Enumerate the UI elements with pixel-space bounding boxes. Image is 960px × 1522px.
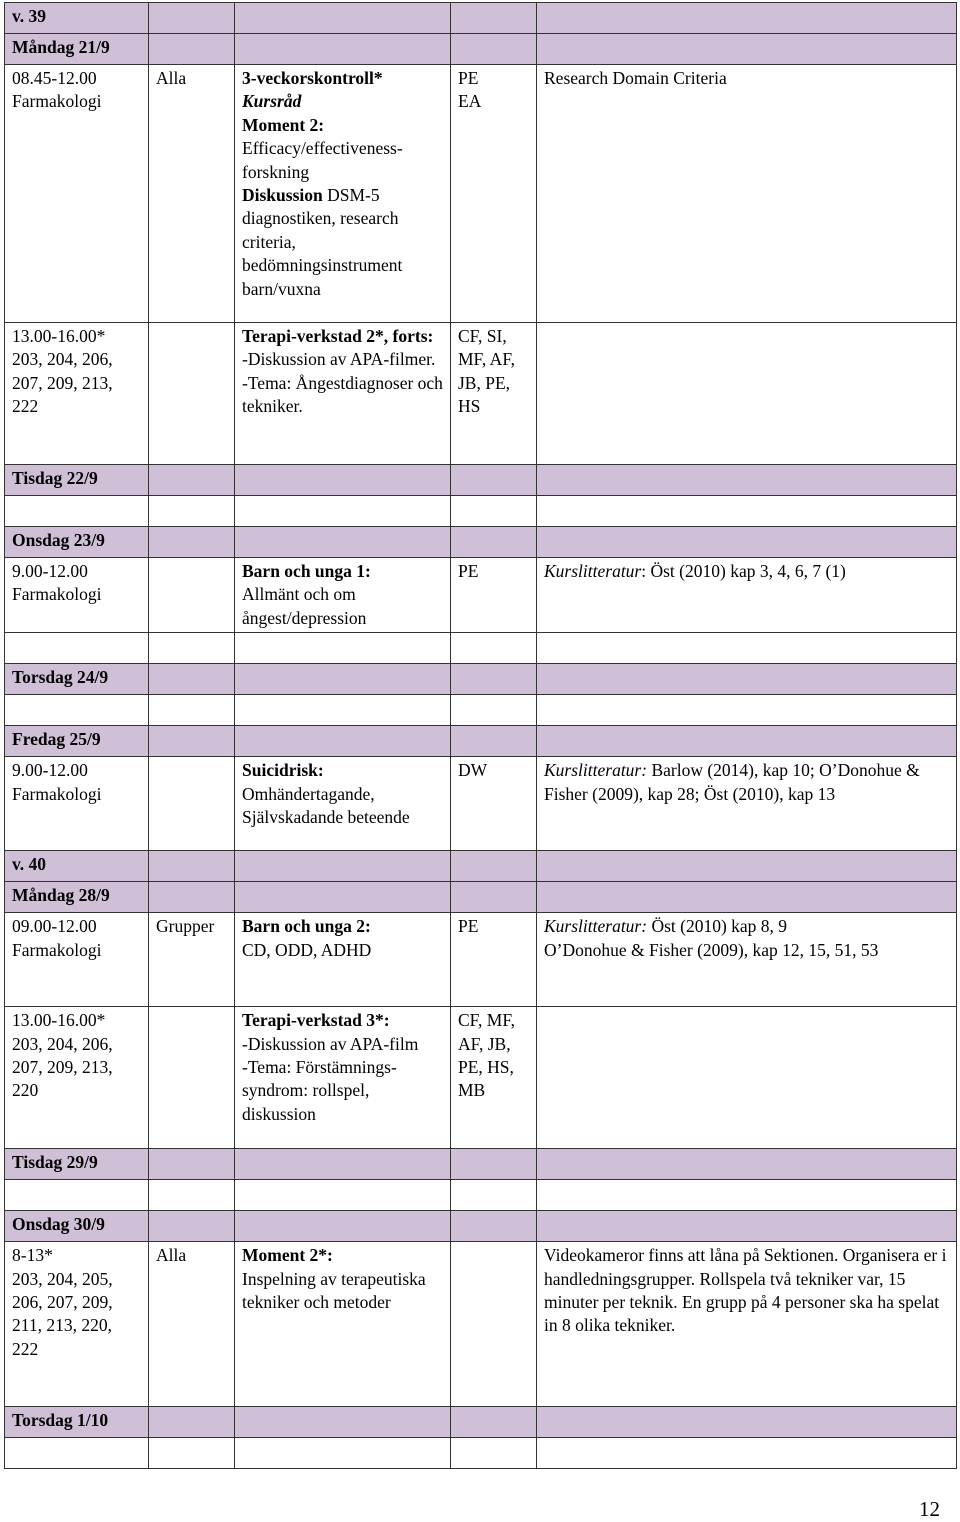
topic-title: Terapi-verkstad 2*, forts:	[242, 326, 434, 346]
session-row	[5, 757, 957, 851]
empty-row	[5, 1180, 957, 1211]
page-number: 12	[919, 1497, 940, 1521]
time-cell	[5, 757, 149, 851]
day-row-thursday-24	[5, 664, 957, 695]
topic-text: Allmänt och om ångest/depression	[242, 584, 367, 628]
time-cell	[5, 1007, 149, 1149]
topic-cell	[235, 558, 451, 633]
topic-line: -Diskussion av APA-film	[242, 1033, 419, 1054]
time: 08.45-12.00	[12, 68, 97, 88]
time-cell	[5, 1242, 149, 1407]
teacher: DW	[451, 757, 537, 851]
literature-text: Barlow (2014), kap 10; O’Donohue & Fisher (2009), kap 28; Öst (2010), kap 13	[544, 760, 920, 804]
room: Farmakologi	[12, 939, 102, 960]
session-row	[5, 1007, 957, 1149]
literature-label: Kurslitteratur:	[544, 916, 648, 937]
topic-line: -Tema: Förstämnings-syndrom: rollspel, diskussion	[242, 1057, 397, 1124]
week-40-row	[5, 851, 957, 882]
day-label: Torsdag 1/10	[5, 1407, 149, 1438]
teacher: EA	[458, 91, 482, 112]
day-row-friday-25	[5, 726, 957, 757]
week-label: v. 40	[5, 851, 149, 882]
day-label: Torsdag 24/9	[5, 664, 149, 695]
topic-cell	[235, 913, 451, 1007]
schedule-table	[4, 2, 957, 1469]
discussion-text: DSM-5 diagnostiken, research criteria, bedömningsinstrument barn/vuxna	[242, 185, 403, 299]
topic-title: Barn och unga 1:	[242, 561, 371, 581]
group: Alla	[149, 1242, 235, 1407]
topic-line: Självskadande beteende	[242, 807, 410, 828]
note: Videokameror finns att låna på Sektionen. Organisera er i handledningsgrupper. Rollspela två tekniker var, 15 minuter per teknik. En grupp på 4 personer ska ha spelat in 8 olika tekniker.	[537, 1242, 957, 1407]
empty-row	[5, 496, 957, 527]
day-label: Onsdag 23/9	[5, 527, 149, 558]
rooms: 203, 204, 206, 207, 209, 213, 220	[12, 1033, 113, 1101]
day-row-monday-21	[5, 34, 957, 65]
empty-row	[5, 1438, 957, 1469]
topic-cell	[235, 323, 451, 465]
teacher: PE	[458, 68, 479, 88]
rooms: 203, 204, 205, 206, 207, 209, 211, 213, 220, 222	[12, 1268, 113, 1359]
day-row-tuesday-22	[5, 465, 957, 496]
time-cell	[5, 65, 149, 323]
room: Farmakologi	[12, 91, 102, 112]
literature	[537, 558, 957, 633]
teacher: PE	[451, 913, 537, 1007]
day-label: Tisdag 22/9	[5, 465, 149, 496]
empty-row	[5, 633, 957, 664]
time-cell	[5, 913, 149, 1007]
group: Grupper	[149, 913, 235, 1007]
day-label: Onsdag 30/9	[5, 1211, 149, 1242]
week-39-row	[5, 3, 957, 34]
time-cell	[5, 323, 149, 465]
topic-cell	[235, 1007, 451, 1149]
literature-text: Öst (2010) kap 8, 9	[647, 916, 788, 937]
session-row	[5, 65, 957, 323]
day-label: Tisdag 29/9	[5, 1149, 149, 1180]
topic-title: 3-veckorskontroll*	[242, 68, 383, 88]
literature-label: Kurslitteratur:	[544, 760, 648, 781]
literature-text: : Öst (2010) kap 3, 4, 6, 7 (1)	[641, 561, 846, 581]
week-label: v. 39	[5, 3, 149, 34]
time-cell	[5, 558, 149, 633]
empty-row	[5, 695, 957, 726]
session-row	[5, 323, 957, 465]
topic-title: Moment 2*:	[242, 1245, 333, 1266]
time: 9.00-12.00	[12, 760, 88, 781]
day-row-wednesday-23	[5, 527, 957, 558]
discussion-label: Diskussion	[242, 185, 323, 206]
topic-title: Terapi-verkstad 3*:	[242, 1010, 390, 1031]
rooms: 203, 204, 206, 207, 209, 213, 222	[12, 349, 113, 417]
time: 9.00-12.00	[12, 561, 88, 581]
topic-cell	[235, 1242, 451, 1407]
session-row	[5, 913, 957, 1007]
teacher: PE	[451, 558, 537, 633]
topic-line: -Tema: Ångestdiagnoser och tekniker.	[242, 372, 443, 417]
topic-text: Inspelning av terapeutiska tekniker och metoder	[242, 1268, 426, 1313]
day-label: Måndag 28/9	[5, 882, 149, 913]
moment-label: Moment 2:	[242, 114, 325, 135]
kursrad: Kursråd	[242, 91, 302, 112]
literature	[537, 913, 957, 1007]
topic-text: CD, ODD, ADHD	[242, 939, 372, 960]
group: Alla	[149, 65, 235, 323]
teacher-cell	[451, 65, 537, 323]
literature	[537, 757, 957, 851]
time: 13.00-16.00*	[12, 1010, 106, 1031]
topic-title: Suicidrisk:	[242, 760, 324, 781]
literature-label: Kurslitteratur	[544, 561, 642, 581]
room: Farmakologi	[12, 584, 102, 605]
room: Farmakologi	[12, 783, 102, 804]
day-label: Fredag 25/9	[5, 726, 149, 757]
efficacy-text: Efficacy/effectiveness-forskning	[242, 138, 403, 182]
topic-line: Omhändertagande,	[242, 783, 375, 804]
note: Research Domain Criteria	[537, 65, 957, 323]
day-row-monday-28	[5, 882, 957, 913]
teachers: CF, SI, MF, AF, JB, PE, HS	[451, 323, 537, 465]
day-row-thursday-1	[5, 1407, 957, 1438]
day-row-wednesday-30	[5, 1211, 957, 1242]
teachers: CF, MF, AF, JB, PE, HS, MB	[451, 1007, 537, 1149]
time: 09.00-12.00	[12, 916, 97, 937]
day-row-tuesday-29	[5, 1149, 957, 1180]
topic-cell	[235, 65, 451, 323]
topic-line: -Diskussion av APA-filmer.	[242, 349, 436, 370]
time: 13.00-16.00*	[12, 326, 106, 346]
session-row	[5, 558, 957, 633]
topic-cell	[235, 757, 451, 851]
time: 8-13*	[12, 1245, 53, 1266]
session-row	[5, 1242, 957, 1407]
literature-text: O’Donohue & Fisher (2009), kap 12, 15, 51, 53	[544, 939, 879, 960]
day-label: Måndag 21/9	[5, 34, 149, 65]
topic-title: Barn och unga 2:	[242, 916, 371, 937]
